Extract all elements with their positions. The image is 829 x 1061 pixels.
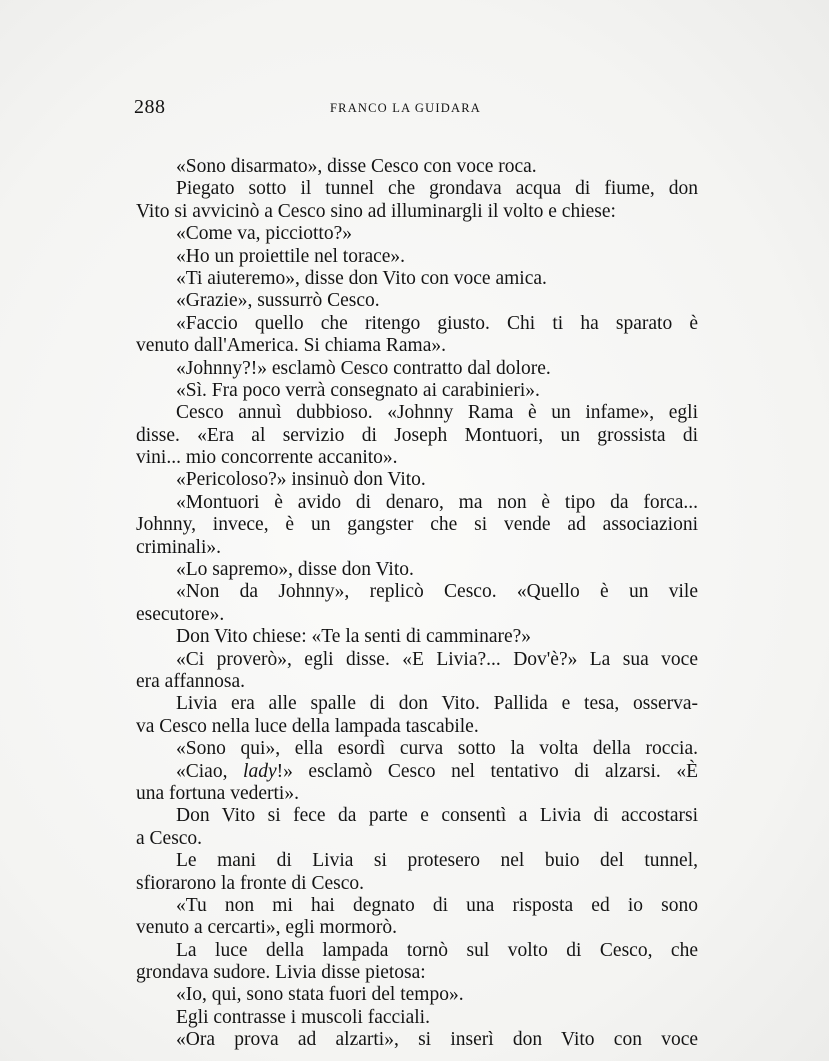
text-line: venuto a cercarti», egli mormorò. <box>136 917 397 939</box>
text-line: «Lo sapremo», disse don Vito. <box>176 559 414 581</box>
text-line: La luce della lampada tornò sul volto di Cesco, che <box>176 939 698 961</box>
text-line: vini... mio concorrente accanito». <box>136 447 398 469</box>
text-line: Don Vito si fece da parte e consentì a Livia di accostarsi <box>176 805 698 827</box>
text-line: sfiorarono la fronte di Cesco. <box>136 872 364 894</box>
text-line: «Ti aiuteremo», disse don Vito con voce amica. <box>176 267 547 289</box>
text-line: esecutore». <box>136 603 225 625</box>
body-text <box>136 156 698 1052</box>
text-line: disse. «Era al servizio di Joseph Montuori, un grossista di <box>136 424 698 446</box>
page-header <box>134 96 704 120</box>
text-line: va Cesco nella luce della lampada tascabile. <box>136 715 479 737</box>
text-line: «Come va, picciotto?» <box>176 223 352 245</box>
text-line: «Sì. Fra poco verrà consegnato ai carabinieri». <box>176 379 540 401</box>
text-line: «Johnny?!» esclamò Cesco contratto dal dolore. <box>176 357 551 379</box>
text-line: Piegato sotto il tunnel che grondava acqua di fiume, don <box>176 178 698 200</box>
text-line: Johnny, invece, è un gangster che si vende ad associazioni <box>136 514 698 536</box>
text-line: «Faccio quello che ritengo giusto. Chi ti ha sparato è <box>176 312 698 334</box>
text-line: Don Vito chiese: «Te la senti di camminare?» <box>176 626 532 648</box>
text-line: era affannosa. <box>136 670 245 692</box>
text-line: «Montuori è avido di denaro, ma non è tipo da forca... <box>176 491 698 513</box>
text-line: grondava sudore. Livia disse pietosa: <box>136 962 426 984</box>
text-line: Livia era alle spalle di don Vito. Pallida e tesa, osserva- <box>176 693 698 715</box>
text-line: «Tu non mi hai degnato di una risposta ed io sono <box>176 894 698 916</box>
text-line: Vito si avvicinò a Cesco sino ad illuminargli il volto e chiese: <box>136 200 616 222</box>
page-number: 288 <box>134 96 166 118</box>
text-line: «Grazie», sussurrò Cesco. <box>176 290 380 312</box>
italic-word: lady <box>243 760 277 782</box>
text-line: «Pericoloso?» insinuò don Vito. <box>176 469 426 491</box>
text-line: «Sono qui», ella esordì curva sotto la volta della roccia. <box>176 738 698 760</box>
text-segment: «Ciao, <box>176 760 244 782</box>
text-segment: !» esclamò Cesco nel tentativo di alzarsi. «È <box>276 760 698 782</box>
text-line: Le mani di Livia si protesero nel buio del tunnel, <box>176 850 698 872</box>
text-line: «Non da Johnny», replicò Cesco. «Quello è un vile <box>176 581 698 603</box>
text-line-with-italic <box>136 761 698 783</box>
text-line: una fortuna vederti». <box>136 782 299 804</box>
text-line: «Io, qui, sono stata fuori del tempo». <box>176 984 464 1006</box>
text-line: Egli contrasse i muscoli facciali. <box>176 1006 430 1028</box>
text-line: venuto dall'America. Si chiama Rama». <box>136 335 447 357</box>
text-line: «Sono disarmato», disse Cesco con voce roca. <box>176 156 537 177</box>
running-head: FRANCO LA GUIDARA <box>330 101 481 115</box>
text-line: criminali». <box>136 536 222 558</box>
text-line: Cesco annuì dubbioso. «Johnny Rama è un infame», egli <box>176 402 698 424</box>
text-line: a Cesco. <box>136 827 203 849</box>
text-line: «Ci proverò», egli disse. «E Livia?... Dov'è?» La sua voce <box>176 648 698 670</box>
text-line: «Ho un proiettile nel torace». <box>176 245 406 267</box>
text-line: «Ora prova ad alzarti», si inserì don Vito con voce <box>176 1029 698 1051</box>
